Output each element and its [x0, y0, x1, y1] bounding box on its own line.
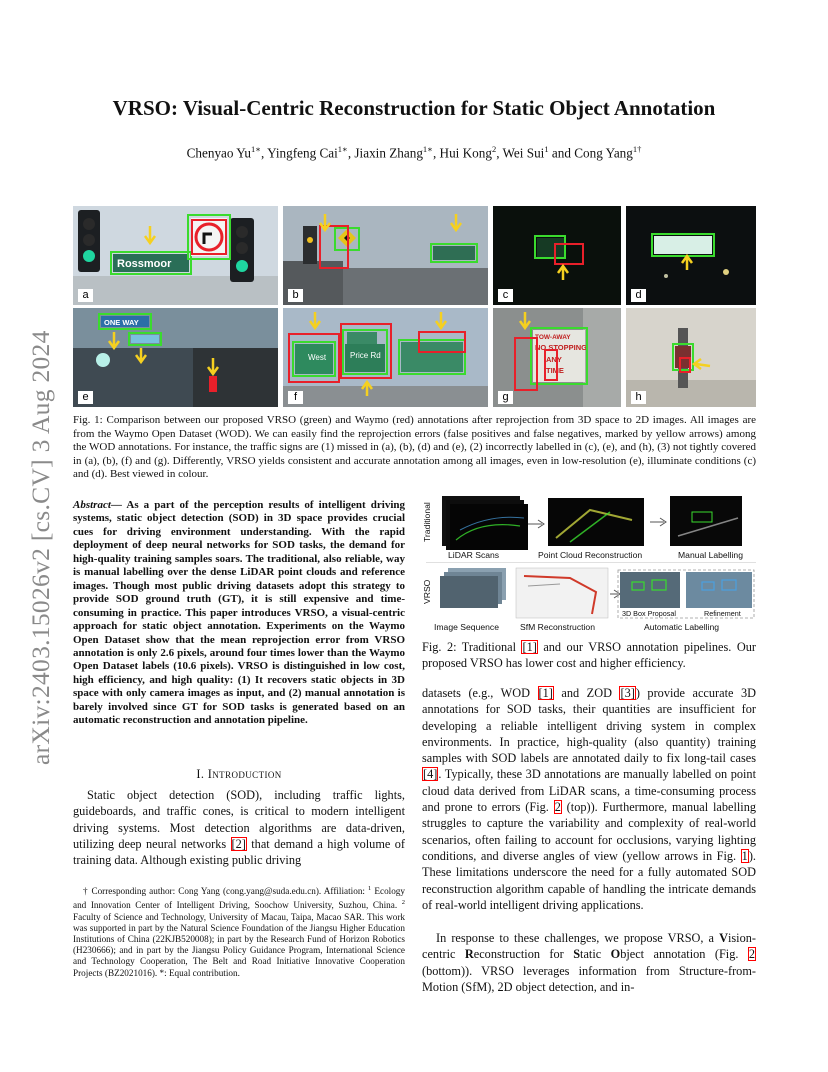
sign-text-rossmoor: Rossmoor [117, 258, 172, 270]
fig2-label-lidar: LiDAR Scans [448, 550, 500, 560]
panel-label: b [288, 289, 303, 302]
body-text: ision-centric [422, 931, 756, 962]
figure2-caption [422, 639, 756, 672]
intro-text: that demand a high volume of training data. Although existing public driving [73, 836, 405, 868]
sign-text-price: Price Rd [350, 351, 381, 360]
fig2-label-image-sequence: Image Sequence [434, 622, 499, 632]
citation-link[interactable]: [1] [522, 640, 537, 654]
figure1-panel-a [73, 206, 278, 305]
body-paragraph [422, 930, 756, 995]
intro-paragraph [73, 787, 405, 868]
author-mark: 1 [544, 144, 549, 154]
abstract-dash: — [110, 499, 127, 511]
author-mark: 1† [632, 144, 642, 154]
arxiv-id: arXiv:2403.15026v2 [cs.CV] 3 Aug 2024 [26, 330, 55, 765]
figure1-panel-e [73, 308, 278, 407]
fig2-label-manual: Manual Labelling [678, 550, 743, 560]
body-paragraph [422, 685, 756, 913]
author-name: Jiaxin Zhang [354, 145, 423, 161]
figure-link[interactable]: 2 [554, 800, 561, 815]
figure1-panel-c [493, 206, 621, 305]
citation-link[interactable]: [4] [423, 767, 438, 782]
fig2-label-refinement: Refinement [704, 609, 741, 618]
section-heading-text: I. Introduction [196, 767, 282, 781]
fig2-label-point-cloud: Point Cloud Reconstruction [538, 550, 643, 560]
figure1-panel-g [493, 308, 621, 407]
fig2-label-auto: Automatic Labelling [644, 622, 720, 632]
body-text: tatic [580, 947, 611, 962]
footnote-mark: 1 [368, 885, 372, 892]
abstract-label: Abstract [73, 499, 111, 511]
footnote-text: Ecology and Innovation Center of Intelligent Driving, Soochow University, Suzhou, China. [73, 886, 405, 911]
panel-label: a [78, 289, 93, 302]
abstract [73, 499, 405, 728]
author-separator: , [496, 145, 503, 161]
figure-link[interactable]: 1 [741, 848, 748, 863]
section-heading [73, 767, 405, 782]
author-name: Wei Sui [502, 145, 545, 161]
figure1-panel-d [626, 206, 756, 305]
body-text: ). These limitations underscore the need for a fully automated SOD reconstruction algorithm capable of handling the intricate demands of real-world intelligent driving applications. [422, 848, 756, 912]
body-text: bject annotation (Fig. [620, 947, 748, 962]
acronym-letter: S [573, 947, 581, 962]
citation-link[interactable]: [3] [620, 686, 635, 700]
figure1-panel-f [283, 308, 488, 407]
abstract-text: As a part of the perception results of intelligent driving systems, static object detection (SOD) in 3D space provides crucial cues for driving environment understanding. With the rapid deployment of deep neural networks for SOD tasks, the demand for high-quality training samples soars. The traditional, also reliable, way is manual labelling over the dense LiDAR point clouds and reference images. Though most public driving datasets adopt this strategy to provide SOD ground truth (GT), it is still expensive and time-consuming in practice. This paper introduces VRSO, a visual-centric approach for static object annotation. Experiments on the Waymo Open Dataset show that the mean reprojection error from VRSO annotation is only 2.6 pixels, around four times lower than the Waymo Open Dataset labels (10.6 pixels). VRSO is distinguished in low cost, high efficiency, and high quality: (1) It recovers static objects in 3D space with only camera images as input, and (2) manual annotation is barely involved since GT for SOD tasks is generated based on an automatic reconstruction and annotation pipeline. [73, 499, 405, 727]
figure1-panel-h [626, 308, 756, 407]
author-name: Chenyao Yu [186, 145, 251, 161]
footnote [73, 883, 405, 979]
author-mark: 1∗ [422, 144, 433, 154]
author-name: Hui Kong [439, 145, 492, 161]
author-mark: 1∗ [337, 144, 348, 154]
arxiv-stamp [6, 285, 55, 765]
sign-text-tow-away: TOW-AWAY [535, 334, 571, 341]
figure-link[interactable]: 2 [748, 947, 755, 962]
body-text: econstruction for [473, 947, 574, 962]
paper-title: VRSO: Visual-Centric Reconstruction for Static Object Annotation [112, 96, 716, 120]
author-separator: , [432, 145, 440, 161]
citation-link[interactable]: [2] [231, 836, 246, 851]
panel-label: h [631, 391, 646, 404]
body-text: ) provide accurate 3D annotations for SOD tasks, their quantities are insufficient for developing a reliable intelligent driving system in complex environments. In practice, high-quality (also quantity) training samples with SOD labels are annotated daily to fix long-tail cases [422, 686, 756, 766]
author-separator: , [260, 145, 268, 161]
panel-label: g [498, 391, 513, 404]
figure1-panel-b [283, 206, 488, 305]
sign-text-time: TIME [546, 366, 564, 375]
footnote-mark: 2 [401, 899, 405, 907]
sign-text-any: ANY [546, 355, 562, 364]
acronym-letter: O [610, 947, 621, 962]
author-separator: and [548, 145, 575, 161]
author-mark: 1∗ [250, 144, 261, 154]
intro-text: Static object detection (SOD), including traffic lights, guideboards, and traffic cones, is critical to modern intelligent driving systems. Most detection algorithms are data-driven, utilizing deep neural networks [73, 788, 405, 851]
panel-label: d [631, 289, 646, 302]
body-text: and ZOD [553, 686, 620, 700]
footnote-text: † Corresponding author: Cong Yang (cong.yang@suda.edu.cn). Affiliation: [83, 886, 369, 897]
body-text: datasets (e.g., WOD [422, 686, 538, 700]
fig2-label-sfm: SfM Reconstruction [520, 622, 595, 632]
panel-label: f [288, 391, 303, 404]
figure2-diagram [420, 490, 758, 632]
caption-text: and our VRSO annotation pipelines. Our proposed VRSO has lower cost and higher efficiency. [422, 640, 756, 671]
panel-label: c [498, 289, 513, 302]
sign-text-west: West [308, 353, 327, 362]
caption-text: Fig. 2: Traditional [422, 640, 522, 654]
panel-label: e [78, 391, 93, 404]
author-separator: , [347, 145, 355, 161]
author-list [0, 144, 828, 161]
body-text: . Typically, these 3D annotations are manually labelled on point cloud data derived from LiDAR scans, a time-consuming process and prone to errors (Fig. [422, 767, 756, 815]
acronym-letter: R [464, 947, 474, 962]
sign-text-no-stopping: NO STOPPING [535, 343, 587, 352]
fig2-row-label-traditional: Traditional [422, 502, 432, 542]
figure1-caption: Fig. 1: Comparison between our proposed VRSO (green) and Waymo (red) annotations after reprojection from 3D space to 2D images. All images are from the Waymo Open Dataset (WOD). We can easily find the reprojection errors (false positives and false negatives, marked by yellow arrows) among the WOD annotations. For instance, the traffic signs are (1) missed in (a), (b), (d) and (e), (2) incorrectly labelled in (c), (e), and (h), (3) not tightly covered in (a), (b), (f) and (g). Differently, VRSO yields consistent and accurate annotation among all images, even in low-resolution (e), illuminate conditions (c) and (d). Best viewed in colour. [73, 414, 756, 481]
footnote-text: Faculty of Science and Technology, University of Macau, Taipa, Macao SAR. This work was supported in part by the Natural Science Foundation of the Jiangsu Higher Education Institutions of China (22KJB520008); in part by the Research Fund of Horizon Robotics (H230666); and in part by the Jiangsu Policy Guidance Program, International Science and Technology Cooperation, The Belt and Road Initiative Innovative Cooperation Projects (BZ2021016). *: Equal contribution. [73, 911, 405, 978]
citation-link[interactable]: [1] [538, 686, 553, 700]
author-name: Cong Yang [574, 145, 633, 161]
acronym-letter: V [719, 931, 728, 945]
body-text: (bottom)). VRSO leverages information from Structure-from-Motion (SfM), 2D object detection, and in- [422, 963, 756, 994]
body-text: (top)). Furthermore, manual labelling struggles to capture the variability and complexity of real-world scenarios, often failing to account for occlusions, varying lighting conditions, and diverse angles of view (yellow arrows in Fig. [422, 800, 756, 863]
fig2-row-label-vrso: VRSO [422, 579, 432, 604]
body-text: In response to these challenges, we propose VRSO, a [436, 931, 720, 945]
author-name: Yingfeng Cai [267, 145, 338, 161]
sign-text-one-way: ONE WAY [104, 318, 139, 327]
author-mark: 2 [491, 144, 497, 154]
fig2-label-box-proposal: 3D Box Proposal [622, 609, 676, 618]
